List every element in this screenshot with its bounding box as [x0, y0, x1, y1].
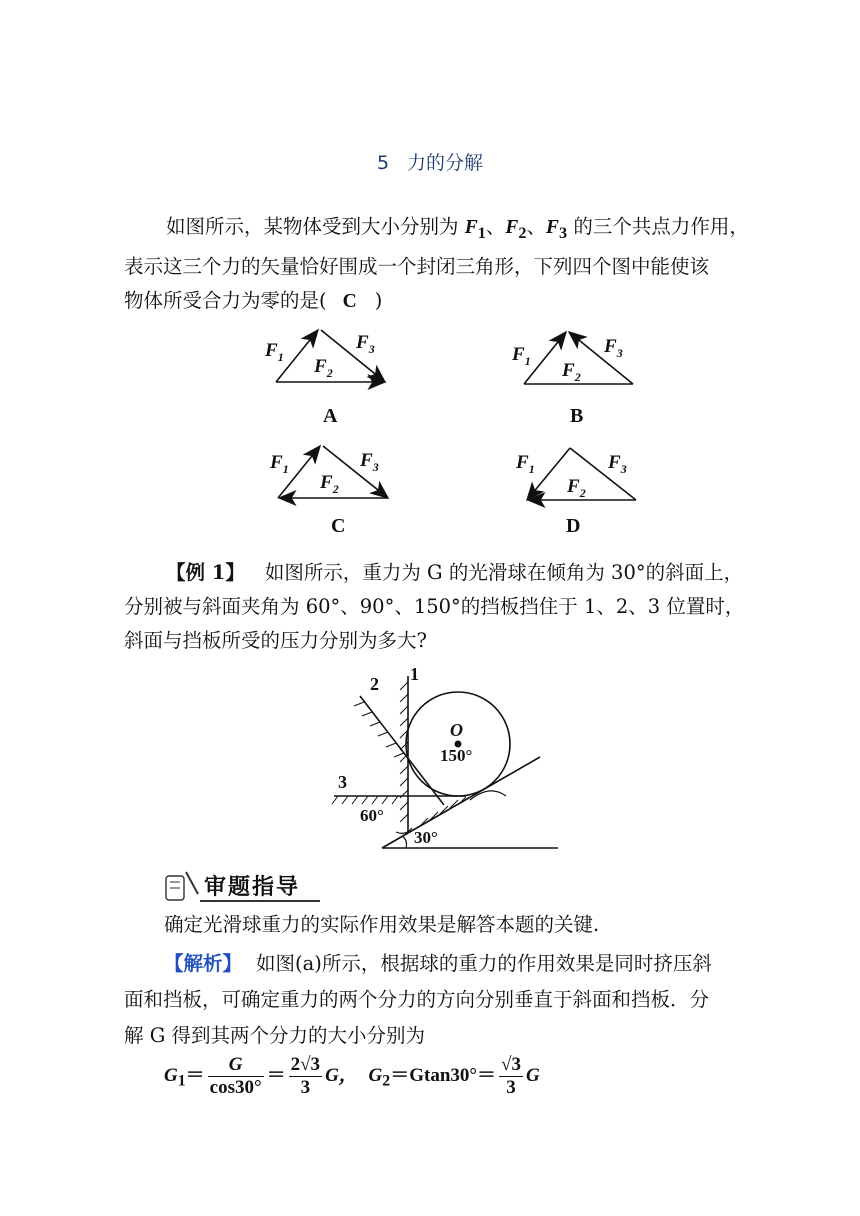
tri-c-f3: $F_3$	[360, 450, 379, 474]
hint-heading	[160, 866, 320, 906]
f1-sub: 1	[477, 223, 486, 242]
g1-sub: 1	[177, 1072, 186, 1090]
frac3-num: √3	[501, 1054, 521, 1075]
eq-1: ＝	[185, 1064, 205, 1086]
example-tag: 【例 1】	[166, 561, 245, 584]
solution-line-2: 面和挡板，可确定重力的两个分力的方向分别垂直于斜面和挡板．分	[124, 988, 710, 1011]
q1-answer: C	[342, 290, 357, 312]
label-3: 3	[338, 772, 347, 792]
tri-a-f2: $F_2$	[314, 356, 333, 380]
tri-c-f1: $F_1$	[270, 452, 289, 476]
eq-4: ＝	[477, 1064, 497, 1086]
tri-b-f2: $F_2$	[562, 360, 581, 384]
frac2-den: 3	[300, 1077, 311, 1098]
f3-sub: 3	[559, 223, 568, 242]
tri-b-f1: $F_1$	[512, 344, 531, 368]
eq-3: ＝	[390, 1064, 410, 1086]
sep1: 、	[485, 215, 506, 238]
eq-2: ＝	[266, 1064, 286, 1086]
tri-a-letter: A	[323, 405, 338, 427]
g2-symbol: G	[368, 1064, 383, 1086]
solution-line-3: 解 G 得到其两个分力的大小分别为	[124, 1024, 425, 1047]
g1-symbol: G	[164, 1064, 178, 1086]
frac1-den: cos30°	[209, 1077, 262, 1098]
frac-2root3-3	[289, 1054, 322, 1099]
tri-b-f3: $F_3$	[604, 336, 623, 360]
tri-a-f1: $F_1$	[265, 340, 284, 364]
q1-close-paren: )	[374, 288, 383, 312]
section-title: 力的分解	[407, 152, 484, 174]
q1-text-2: 的三个共点力作用，	[567, 215, 749, 238]
tri-d-f3: $F_3$	[608, 452, 627, 476]
page-title	[0, 148, 860, 175]
tri-b-letter: B	[570, 405, 584, 427]
f3-symbol: F	[546, 217, 560, 238]
label-1: 1	[410, 664, 419, 684]
frac1-num: G	[208, 1054, 264, 1077]
example-line-2: 分别被与斜面夹角为 60°、90°、150°的挡板挡住于 1、2、3 位置时，	[124, 595, 745, 618]
g2-sub: 2	[382, 1072, 391, 1090]
tail-2: G	[525, 1064, 540, 1086]
g-tan30: Gtan30°	[409, 1064, 477, 1086]
f1-symbol: F	[464, 217, 478, 238]
tail-1: G，	[325, 1064, 358, 1086]
frac3-den: 3	[506, 1077, 516, 1098]
solution	[124, 946, 756, 1054]
frac-root3-3	[499, 1054, 523, 1099]
solution-tag: 【解析】	[164, 952, 243, 975]
question-1	[124, 210, 756, 319]
label-60: 60°	[360, 806, 384, 825]
example-line-1: 如图所示，重力为 G 的光滑球在倾角为 30°的斜面上，	[264, 561, 744, 584]
q1-line-3: 物体所受合力为零的是(	[124, 288, 327, 312]
triangle-options-figure	[0, 320, 860, 540]
solution-line-1: 如图(a)所示，根据球的重力的作用效果是同时挤压斜	[256, 952, 712, 975]
hint-text: 确定光滑球重力的实际作用效果是解答本题的关键.	[164, 913, 600, 936]
section-number: 5	[376, 152, 390, 174]
label-2: 2	[370, 674, 379, 694]
q1-text-1: 如图所示，某物体受到大小分别为	[166, 215, 465, 238]
label-150: 150°	[440, 746, 473, 765]
q1-line-2: 表示这三个力的矢量恰好围成一个封闭三角形，下列四个图中能使该	[124, 254, 710, 278]
tri-d-letter: D	[566, 515, 581, 537]
sep2: 、	[526, 215, 547, 238]
label-30: 30°	[414, 828, 438, 847]
pen-icon	[160, 866, 204, 906]
formula-g1-g2	[164, 1054, 540, 1104]
tri-c-letter: C	[331, 515, 346, 537]
example-1	[124, 556, 756, 658]
example-line-3: 斜面与挡板所受的压力分别为多大?	[124, 629, 427, 652]
hint-heading-text: 审题指导	[204, 875, 301, 900]
frac2-num: 2√3	[290, 1054, 321, 1075]
tri-d-f2: $F_2$	[567, 476, 586, 500]
tri-c-f2: $F_2$	[320, 472, 339, 496]
tri-d-f1: $F_1$	[516, 452, 535, 476]
label-center-o: O	[450, 720, 463, 740]
f2-sub: 2	[518, 223, 527, 242]
f2-symbol: F	[505, 217, 519, 238]
frac-g-cos30	[208, 1054, 264, 1099]
tri-a-f3: $F_3$	[356, 332, 375, 356]
